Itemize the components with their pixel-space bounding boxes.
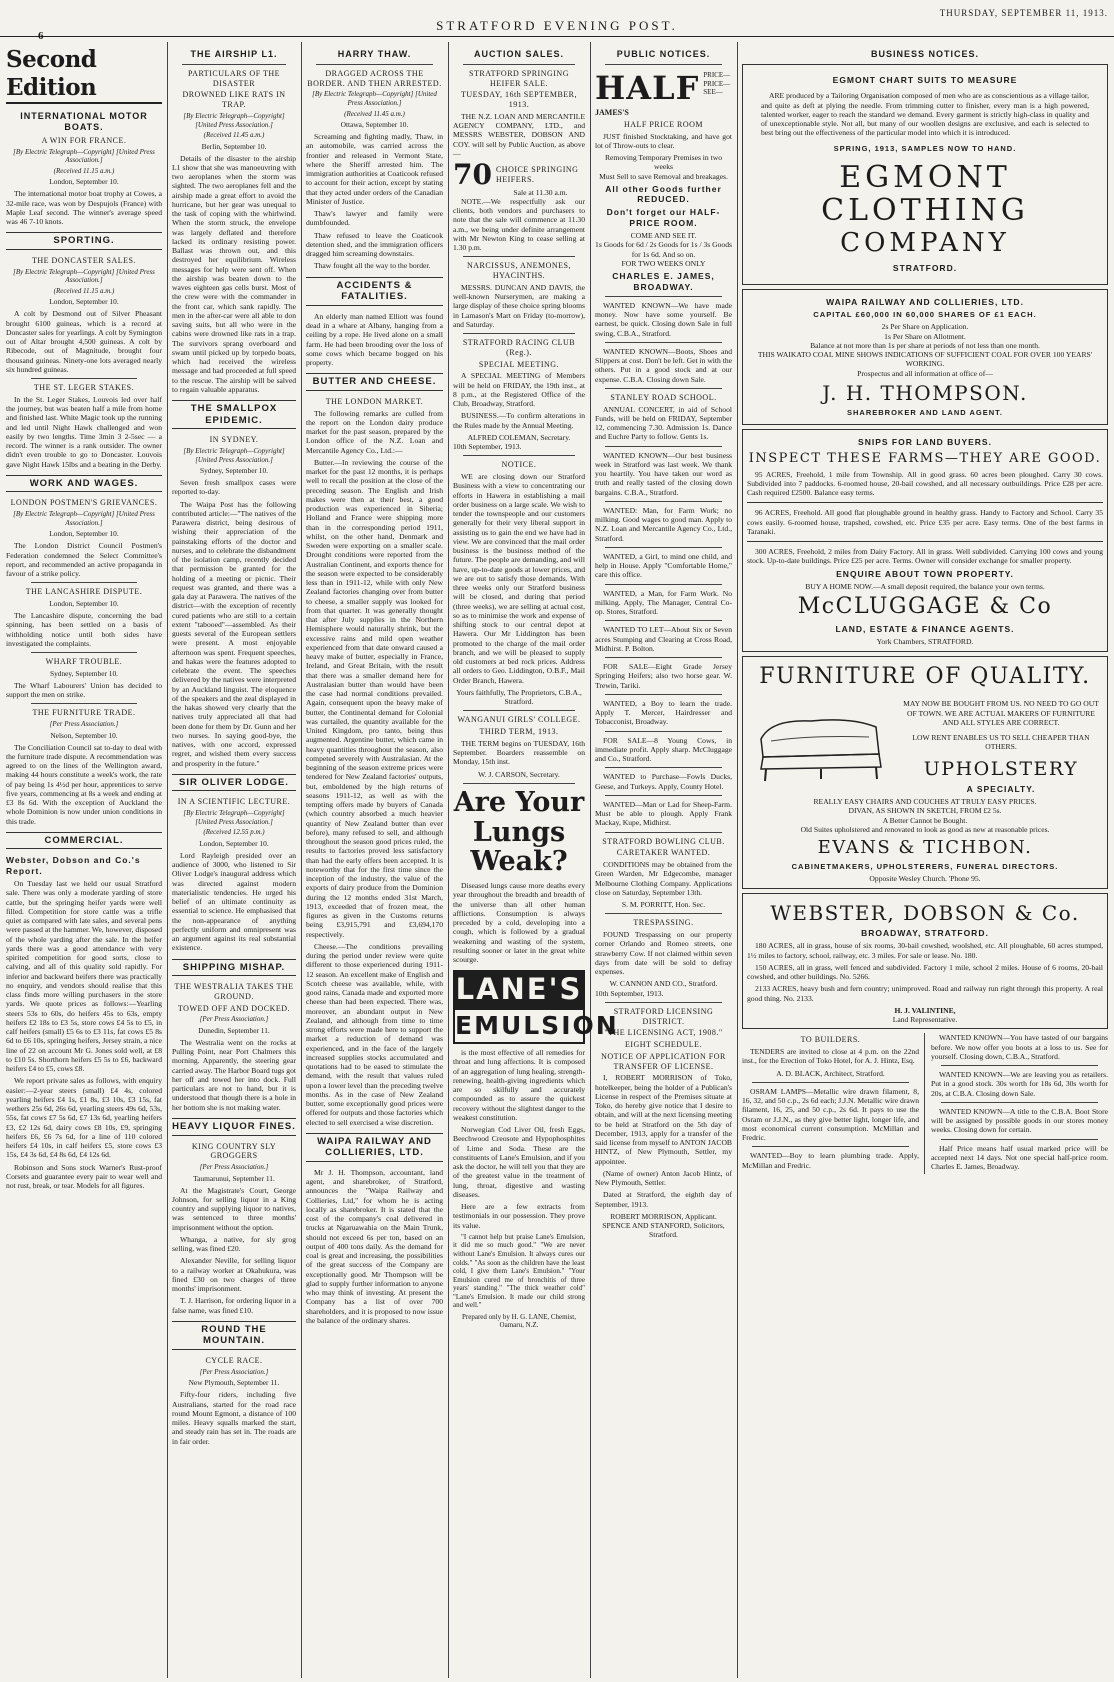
section-heading-work: WORK AND WAGES. [6, 475, 162, 493]
article-body: Details of the disaster to the airship L1 show that she was manoeuvring with two aeroplanes when the storm was sighted. The two aeroplanes fell and the airship made a great effort to avoid the hurricane, but her gear was unequal to the task of coping with the whirlwind. When the storm struck, the envelope was largely deflated and therefore lacked its ordinary resisting power. Ballast was thrown out, and this destroyed her equilibrium. Wireless messages for help were sent off. When the airship was beaten down to the waves eighteen gas cells burst. Most of the crew were with the commander in the front car, which sank rapidly. The men in the after-car were all able to don saving suits, but all who were in the cabins were drowned like rats in a trap. The survivors sprang overboard and swam until picked up by torpedo boats, which had received the wireless message and had proceeded at full speed to the rescue. The airship will be salved to regain valuable apparatus. [172, 153, 296, 394]
article-body: The London District Council Postmen's Federation condemned the Select Committee's report, and recommended an active propaganda in favour of a strike policy. [6, 541, 162, 579]
waipa-line: 2s Per Share on Application. [881, 322, 969, 332]
egmont-city: STRATFORD. [892, 263, 958, 274]
ad-line-bold: Don't forget our HALF-PRICE ROOM. [606, 207, 721, 228]
received-time: (Received 12.55 p.m.) [203, 828, 265, 837]
ad-title: TRESPASSING. [633, 918, 694, 928]
article-subheading: PARTICULARS OF THE DISASTER [187, 68, 281, 88]
column-6 [742, 42, 1108, 1678]
ad-line: FOR TWO WEEKS ONLY [621, 258, 706, 268]
farm-listing: 2133 ACRES, heavy bush and fern country; unimproved. Road and railway run right through this property. A real good thing. No. 2133. [747, 984, 1103, 1003]
evans-address: Opposite Wesley Church. 'Phone 95. [869, 874, 981, 884]
furniture-text: MAY NOW BE BOUGHT FROM US. NO NEED TO GO OUT OF TOWN. WE ARE ACTUAL MAKERS OF FURNITURE AND ALL STYLES ARE CORRECT. [903, 699, 1099, 727]
egmont-spring: SPRING, 1913, SAMPLES NOW TO HAND. [833, 143, 1017, 153]
divider [605, 296, 722, 297]
article-heading: THE SMALLPOX EPIDEMIC. [172, 400, 296, 429]
divider [463, 256, 575, 257]
section-heading-auction: AUCTION SALES. [473, 49, 564, 59]
ad-line-bold: All other Goods further REDUCED. [605, 183, 722, 205]
divider [605, 913, 722, 914]
divider [605, 731, 722, 732]
article-body: Cheese.—The conditions prevailing during the period under review were quite different to those experienced during 1911-12 season. An excellent make of English and Scotch cheese was available, while, with good rains, Canada made and exported more cheese than had been expected. There was, moreover, an abundant output in New Zealand, and although from time to time strong efforts were made here to support the market a reduction of demand was experienced, and in the face of the largely increased supplies stocks accumulated and quotations had to be eased to stimulate the demand, with the result that values ruled upon a lower level than the preceding twelve months. As in the case of New Zealand butter, some exceptionally good prices were offered for outputs and those factories which elected to sell exercised a wise discretion. [306, 941, 443, 1127]
ad-body: Dated at Stratford, the eighth day of September, 1913. [595, 1190, 732, 1209]
webster-dobson-advert [742, 893, 1108, 1030]
ad-subtitle: EIGHT SCHEDULE. [624, 1040, 703, 1050]
ad-signature: W. CANNON AND CO., Stratford. [609, 979, 718, 989]
furniture-headline: FURNITURE OF QUALITY. [759, 663, 1091, 689]
wire-credit: [Per Press Association.] [199, 1015, 269, 1024]
classified-ad: WANTED, a Man, for Farm Work. No milking. Apply, The Manager, Central Co-op. Stores, Stratford. [595, 588, 732, 617]
dateline: Taumarunui, September 11. [193, 1173, 275, 1183]
article-body: The Wharf Labourers' Union has decided to support the men on strike. [6, 680, 162, 700]
divider [31, 652, 137, 653]
dateline: Nelson, September 10. [50, 730, 118, 740]
article-body: Lord Rayleigh presided over an audience of 3000, who listened to Sir Oliver Lodge's inaugural address which was directed against modern materialistic tendencies. He urged his belief of an ultimate continuity as essential to science. He emphasised that the non-appearance of anything perfectly uniform and omnipresent was an argument against its real substantial existence. [172, 850, 296, 953]
egmont-logo-line2: COMPANY [840, 227, 1010, 258]
dateline: Sydney, September 10. [199, 466, 269, 476]
article-heading: SIR OLIVER LODGE. [172, 774, 296, 792]
divider [747, 541, 1103, 542]
ad-body: FOUND Trespassing on our property corner Orlando and Romeo streets, one strawberry Cow. If not claimed within seven days from date will be sold to defray expenses. [595, 930, 732, 977]
article-subheading: THE ST. LEGER STAKES. [33, 383, 135, 393]
thompson-name: J. H. THOMPSON. [822, 380, 1028, 405]
dateline: London, September 10. [49, 529, 119, 539]
classified-ad: WANTED to Purchase—Fowls Ducks, Geese, and Turkeys. Apply, County Hotel. [595, 772, 732, 791]
received-time: (Received 11.45 a.m.) [344, 109, 405, 118]
farm-listing: 300 ACRES, Freehold, 2 miles from Dairy Factory. All in grass. Well subdivided. Carrying 100 cows and young stock. Up-to-date buildings. Price £25 per acre. Terms. Owner will consider exchange for smaller property. [747, 547, 1103, 566]
waipa-line: THIS WAIKATO COAL MINE SHOWS INDICATIONS OF SUFFICIENT COAL FOR OVER 100 YEARS' WORKING. [757, 350, 1093, 369]
half-price-advert [595, 69, 732, 118]
newspaper-title: STRATFORD EVENING POST. [436, 18, 678, 33]
wire-credit: [By Electric Telegraph—Copyright] [United Press Association.] [183, 447, 285, 464]
ad-body: ANNUAL CONCERT, in aid of School Funds, will be held on FRIDAY, September 12, commencing 7.30. Admission 1s. Dance and Euchre Party to follow. Gents 1s. [595, 404, 732, 442]
wire-credit: [By Electric Telegraph—Copyright] [United Press Association.] [13, 510, 155, 527]
ad-body: Here are a few extracts from testimonials in our possession. They prove its value. [453, 1202, 585, 1230]
divider [463, 455, 575, 456]
divider [316, 64, 433, 65]
page-number: 6 [38, 30, 44, 42]
divider [605, 620, 722, 621]
classified-ad: WANTED—Man or Lad for Sheep-Farm. Must be able to plough. Apply Frank Mackay, Kupe, Midhirst. [595, 799, 732, 828]
classified-ad: WANTED—Boy to learn plumbing trade. Apply, McMillan and Fredric. [742, 1151, 919, 1170]
wire-credit: [Per Press Association.] [199, 1367, 269, 1376]
article-body: Alexander Neville, for selling liquor to a railway worker at Okahukura, was fined £30 on two charges of three months' imprisonment. [172, 1256, 296, 1294]
uph-line: A Better Cannot be Bought. [882, 815, 968, 825]
dateline: Dunedin, September 11. [198, 1025, 270, 1035]
furniture-body [747, 693, 1103, 794]
dateline: London, September 10. [199, 838, 269, 848]
divider [182, 64, 286, 65]
ad-line: COME AND SEE IT. [630, 231, 697, 241]
ad-signature: A. D. BLACK, Architect, Stratford. [776, 1068, 885, 1078]
article-body: The Lancashire dispute, concerning the bad spinning, has been settled on a basis of withholding notice until both sides have investigated the complaints. [6, 611, 162, 648]
article-subheading: A WIN FOR FRANCE. [41, 136, 127, 146]
article-body: The Conciliation Council sat to-day to deal with the furniture trade dispute. A recommendation was agreed to on the lines of the Wellington award, making 44 hours constitute a week's work, the rate of pay being 1s 4½d per hour, apprentices to serve five years, commencing at 8s a week and ending at £3 8s 6d. With the exception of Auckland the whole Dominion is now under union conditions in this trade. [6, 742, 162, 826]
divider [463, 333, 575, 334]
classified-ad: WANTED, a Boy to learn the trade. Apply T. Mercer, Hairdresser and Tobacconist, Broadway. [595, 698, 732, 727]
second-edition-heading: Second Edition [6, 46, 162, 104]
ad-line: Removing Temporary Premises in two weeks [604, 153, 723, 172]
column-rule [167, 42, 168, 1678]
ad-signature: S. M. PORRITT, Hon. Sec. [621, 900, 706, 910]
dateline: London, September 10. [49, 599, 119, 609]
upholstery-specialty: A SPECIALTY. [966, 783, 1036, 794]
mccluggage-address: York Chambers, STRATFORD. [876, 637, 974, 647]
divider [941, 1065, 1098, 1066]
waipa-line: 1s Per Share on Allotment. [884, 331, 966, 341]
james-name: JAMES'S [595, 108, 629, 117]
article-heading: ROUND THE MOUNTAIN. [172, 1321, 296, 1350]
issue-date: THURSDAY, SEPTEMBER 11, 1913. [939, 8, 1108, 18]
article-subheading: IN A SCIENTIFIC LECTURE. [177, 797, 291, 807]
wire-credit: [By Electric Telegraph—Copyright] [United Press Association.] [183, 111, 285, 129]
bottom-classifieds [742, 1033, 1108, 1174]
article-body: Butter.—In reviewing the course of the market for the past 12 months, it is perhaps well to recall the position at the close of the preceding season. The English and Irish makes were then at their best, a good production was experienced in Siberia; Holland and France were shipping more than in the corresponding period 1911, whilst, on the other hand, Denmark and Sweden were exporting on a smaller scale. Drought conditions were reported from the Australian Continent, and exports thence for the season were expected to be considerably less than in 1911-12, while with only New Zealand factories changing over from butter to cheese, a smaller supply was looked for from that quarter. It was generally thought that after July supplies in the Northern Hemisphere would naturally shrink, but the excessive rains and mild open weather experienced from that date onward caused a heavy make of butter, especially in France, Ireland, and Great Britain, with the result that there was a smaller demand here for Australasian butter than would have been the case had normal conditions prevailed. Again, consequent upon the heavy make of butter, the Continental demand for Colonial was curtailed, the quantity available for the United Kingdom, pro tanto, being thus augmented. Argentine butter, which came in heavy quantities throughout the season, also competed severely with Australasian. At the beginning of the season extreme prices were tendered for New Zealand factories' outputs, but, emboldened by the high returns of seasons 1911-12, as well as with the tempting offers made by buyers of Canada (which country absorbed a much heavier quantity of New Zealand butter than ever before), many refused to sell, and although throughout the season good prices ruled, the results to factories proved less satisfactory than had the early offers been accepted. It is noteworthy that for the first time since the inception of the industry, the value of the exports of dairy produce from the Dominion during the 12 months ended 31st March, 1913, exceeded that of frozen meat, the figures as given in the Customs returns being £3,915,791 and £3,694,170 respectively. [306, 457, 443, 939]
enquire-heading: ENQUIRE ABOUT TOWN PROPERTY. [836, 568, 1014, 579]
divider [605, 795, 722, 796]
masthead [0, 0, 1114, 42]
egmont-advert [742, 64, 1108, 285]
ad-body: MESSRS. DUNCAN AND DAVIS, the well-known Nurserymen, are making a large display of these choice spring blooms in Lamason's Mart on Friday (to-morrow), and Saturday. [453, 282, 585, 329]
snips-heading: SNIPS FOR LAND BUYERS. [858, 437, 992, 448]
article-body: Mr J. H. Thompson, accountant, land agent, and sharebroker, of Stratford, announces the "Waipa Railway and Collieries, Ltd," for whom he is acting locally as sharebroker. It is stated that the cost of the company's coal delivered in trucks at Ngaruawahia on the Main Trunk, should not exceed 6s per ton, based on an output of 400 tons daily. As the demand for coal is great and increasing, the possibilities of the great success of the Company are exceptionally good. Mr Thompson will be glad to supply further information to anyone who may think of investing. At present the Company has a list of over 700 shareholders, and it is proposed to now issue the balance of the ordinary shares. [306, 1167, 443, 1325]
classified-column-left [742, 1033, 925, 1174]
uph-line: Old Suites upholstered and renovated to look as good as new at reasonable prices. [800, 824, 1050, 834]
lanes-logo: LANE'S [453, 970, 585, 1007]
ad-signature: CHARLES E. JAMES, BROADWAY. [612, 271, 715, 292]
article-body: Whanga, a native, for sly grog selling, was fined £20. [172, 1234, 296, 1254]
article-heading: THE AIRSHIP L1. [190, 49, 278, 59]
article-heading: ACCIDENTS & FATALITIES. [306, 277, 443, 306]
article-body: T. J. Harrison, for ordering liquor in a false name, was fined £10. [172, 1296, 296, 1315]
article-subheading: KING COUNTRY SLY GROGGERS [191, 1141, 277, 1161]
article-body: We report private sales as follows, with enquiry easier:—2-year steers (small) £4 4s, colored yearling heifers £4 1s, £1 8s, £3 10s, £3 15s, fat wethers 25s 6d, 26s 6d, yearling steers 49s 6d, 53s, 55s, fat cows £7 5s 6d, £7 13s 6d, yearling heifers £3, £2 12s 6d, dairy cows £8 10s, £9, springing heifers £6, £6 7s 6d, for a line of 110 colored heifers £4 10s, in calf heifers £5, store cows £3 15s, £4 3s 6d, £4 8s 6d, £4 12s 6d. [6, 1076, 162, 1160]
lot-description: CHOICE SPRINGING HEIFERS. [495, 165, 579, 184]
classified-column-right [931, 1033, 1108, 1174]
dateline: Berlin, September 10. [201, 141, 267, 151]
wire-credit: [By Electric Telegraph—Copyright] [United Press Association.] [183, 809, 285, 826]
article-subheading: LONDON POSTMEN'S GRIEVANCES. [10, 498, 158, 508]
classified-ad: WANTED TO LET—About Six or Seven acres Stumping and Clearing at Cross Road, Midhirst. P. Bolton. [595, 625, 732, 653]
divider [747, 502, 1103, 503]
ad-body: (Name of owner) Anton Jacob Hintz, of New Plymouth, Settler. [595, 1168, 732, 1188]
article-subheading: CYCLE RACE. [205, 1355, 263, 1365]
emulsion-logo: EMULSION [453, 1008, 585, 1045]
received-time: (Received 11.45 a.m.) [203, 131, 265, 140]
ad-body: TENDERS are invited to close at 4 p.m. on the 22nd inst., for the Erection of Toko Hotel, for A. J. Hintz, Esq. [742, 1047, 919, 1066]
article-heading: WAIPA RAILWAY AND COLLIERIES, LTD. [306, 1133, 443, 1162]
column-3 [306, 42, 443, 1678]
classified-ad: FOR SALE—Eight Grade Jersey Springing Heifers; also two horse gear. W. Trewin, Tariki. [595, 662, 732, 690]
ad-subtitle: NOTICE OF APPLICATION FOR TRANSFER OF LICENSE. [601, 1051, 726, 1071]
ad-title: STRATFORD LICENSING DISTRICT. [613, 1006, 714, 1026]
divider [31, 378, 137, 379]
divider [605, 1002, 722, 1003]
article-body: Thaw fought all the way to the border. [314, 261, 431, 271]
divider [752, 1082, 909, 1083]
article-subheading: THE FURNITURE TRADE. [32, 708, 136, 718]
mccluggage-logo: McCLUGGAGE & Co [797, 594, 1053, 620]
article-heading: BUTTER AND CHEESE. [306, 373, 443, 391]
article-body: Fifty-four riders, including five Australians, started for the road race round Mount Egmont, a distance of 100 miles. Heavy squalls marked the start, and steady rain has set in. The roads are in fair order. [172, 1390, 296, 1446]
article-body: Seven fresh smallpox cases were reported to-day. [172, 478, 296, 497]
divider [941, 1139, 1098, 1140]
ad-title: NARCISSUS, ANEMONES, HYACINTHS. [466, 261, 572, 281]
inspect-heading: INSPECT THESE FARMS—THEY ARE GOOD. [748, 450, 1102, 466]
section-heading-sporting: SPORTING. [6, 232, 162, 250]
section-heading-business: BUSINESS NOTICES. [870, 49, 979, 59]
ad-subtitle: THIRD TERM, 1913. [479, 727, 559, 737]
column-2 [172, 42, 296, 1678]
evans-sub: CABINETMAKERS, UPHOLSTERERS, FUNERAL DIRECTORS. [791, 862, 1059, 872]
article-subheading: THE LANCASHIRE DISPUTE. [25, 587, 143, 597]
classified-ad: WANTED KNOWN—We are leaving you as retailers. Put in a good stock. 30s worth for 18s 6d, 30s worth for 20s, at C.B.A. Closing down Sale. [931, 1070, 1108, 1098]
sale-time: Sale at 11.30 a.m. [513, 187, 568, 197]
waipa-capital: CAPITAL £60,000 IN 60,000 SHARES OF £1 EACH. [813, 310, 1037, 320]
article-subheading: IN SYDNEY. [209, 435, 259, 445]
article-heading: SHIPPING MISHAP. [172, 959, 296, 977]
classified-ad: WANTED KNOWN—A title to the C.B.A. Boot Store will be assigned by possible goods in our stores money weeks. Closing down for certain. [931, 1106, 1108, 1135]
ad-line: Must Sell to save Removal and breakages. [599, 171, 728, 181]
article-body: Screaming and fighting madly, Thaw, in an automobile, was carried across the frontier and released in Vermont State, where the Sheriff arrested him. The immigration authorities at Coaticook refused to account for their action, except by stating that they acted under orders of the Canadian Minister of Justice. [306, 132, 443, 206]
divider [605, 832, 722, 833]
ad-title: NOTICE. [501, 460, 537, 470]
evans-logo: EVANS & TICHBON. [817, 837, 1033, 859]
divider [605, 64, 722, 65]
ad-body: CONDITIONS may be obtained from the Green Warden, Mr Edgecombe, manager Melbourne Clothing Company. Applications close on Saturday, September 13th. [595, 860, 732, 897]
divider [605, 547, 722, 548]
ad-title: WANGANUI GIRLS' COLLEGE. [457, 715, 581, 725]
divider [605, 446, 722, 447]
thompson-sub: SHAREBROKER AND LAND AGENT. [846, 408, 1004, 418]
half-price-tagline: PRICE—PRICE—SEE— [703, 70, 731, 97]
evans-tichbon-advert [742, 656, 1108, 889]
column-rule [737, 42, 738, 1678]
article-body: The Waipa Post has the following contributed article:—"The natives of the Parawera district, being desirous of wishing their appreciation of the painstaking efforts of the doctor and nurses, and to celebrate the disbandment of the isolation camp, recently decided that permission be granted for the holding of a meeting or picnic. Their request was granted, and there was a gala day at Parawera. The natives of the district—with the exception of recently cured patients who are still to a certain extent "tabooed"—assembled. As their guests several of the European settlers were present. A most enjoyable afternoon was spent. Frequent speeches, and hakas were the features adopted to celebrate the event. The speeches delivered by the natives were interpreted by an Auckland linguist. The eloquence of the speakers and the zeal displayed in the hakas showed very clearly that the natives truly appreciated all that had been done for them by Dr. Gunn and her two nurses. In saying good-bye, the natives, with one accord, expressed regret, and wished them every success and prosperity in the future." [172, 499, 296, 768]
ad-line: 1s Goods for 6d / 2s Goods for 1s / 3s Goods for 1s 6d. And so on. [595, 240, 732, 259]
half-headline: HALF [595, 68, 700, 107]
ad-signature: ALFRED COLEMAN, Secretary. [467, 432, 571, 442]
wire-credit: [By Electric Telegraph—Copyright] [United Press Association.] [13, 147, 155, 165]
lungs-advert-headline: Are Your Lungs Weak? [453, 786, 585, 878]
classified-ad: WANTED: Man, for Farm Work; no milking. Good wages to good man. Apply to N.Z. Loan and Mercantile Agency Co., Ltd., Stratford. [595, 505, 732, 543]
divan-illustration [751, 699, 891, 789]
ad-signature: SPENCE AND STANFORD, Solicitors, Stratford. [602, 1221, 725, 1240]
ad-title: STRATFORD SPRINGING HEIFER SALE. [469, 68, 569, 88]
uph-line: REALLY EASY CHAIRS AND COUCHES AT TRULY EASY PRICES. [813, 797, 1037, 807]
article-body: The Westralia went on the rocks at Pulling Point, near Port Chalmers this morning. Apparently, the steering gear carried away. The Harbor Board tugs got her off and towed her into dock. Full particulars are not to hand, but it is understood that though there is a hole in her bottom she is not making water. [172, 1037, 296, 1112]
egmont-logo-line1: EGMONT CLOTHING [821, 159, 1029, 228]
mccluggage-advert [742, 429, 1108, 651]
dateline: Sydney, September 10. [49, 668, 119, 678]
valintine-name: H. J. VALINTINE, [894, 1005, 956, 1015]
classified-ad: OSRAM LAMPS—Metallic wire drawn filament, 8, 16, 32, and 50 c.p., 2s 6d each; J.J.N. Metallic wire drawn filament, 16, 25, and 50 c.p., 2s 6d. It pays to use the Osram or J.J.N., as they give better light, longer life, and most economical current consumption. McMillan and Fredric. [742, 1086, 919, 1143]
article-subheading: DROWNED LIKE RATS IN TRAP. [182, 90, 286, 110]
mccluggage-sub: LAND, ESTATE & FINANCE AGENTS. [835, 623, 1015, 634]
ad-body: is the most effective of all remedies for throat and lung affections. It is composed of an aggregation of lung healing, strength-renewing, health-giving ingredients which are so skilfully and accurately compounded as to assure the quickest recovery without the slightest danger to the weakest constitution. [453, 1048, 585, 1122]
dateline: New Plymouth, September 11. [188, 1378, 280, 1388]
article-subheading: THE WESTRALIA TAKES THE GROUND. [174, 982, 294, 1001]
wire-credit: [By Electric Telegraph—Copyright] [United Press Association.] [13, 267, 155, 285]
ad-subtitle: CARETAKER WANTED. [616, 848, 711, 858]
ad-title: TO BUILDERS. [800, 1035, 861, 1045]
ad-body: THE TERM begins on TUESDAY, 16th September. Boarders reassemble on Monday, 15th inst. [453, 738, 585, 767]
lot-count: 70 [453, 158, 492, 192]
received-time: (Received 11.15 a.m.) [53, 166, 115, 175]
divider [605, 501, 722, 502]
article-body: On Tuesday last we held our usual Stratford sale. There was only a moderate yarding of store cattle, but the springing heifer yards were well filled. Competition for store cattle was a trifle quiet as compared with late sales, and several pens were passed at the hammer. We, however, disposed of the whole yarding after the sale. In the heifer yards there was a good attendance with very spirited competition for good sorts, close to calving, and all of this quality sold rapidly. For inferior and backward heifers there was practically no enquiry, and vendors should realise that this class finds more willing purchasers in the store yards. We quote prices as follows:—Yearling steers 53s to 60s, do heifers 45s to 63s, empty heifers £2 18s to £3 5s, store cows £4 5s to £5, in calf heifers (small) £5 6s to £3 11s, fat cows £5 8s 6d to £6 10s, springing heifers, Jersey strain, a nice line of 22 on account Mr G. Jones sold well, at £8 to £10 5s. Shorthorn heifers £5 5s to £6, backward heifers £4 to £5, cows £8. [6, 879, 162, 1074]
ad-body: Diseased lungs cause more deaths every year throughout the breadth and breadth of the universe than all other human afflictions. Consumption is always preceded by a cold, developing into a cough, which is followed by a gradual weakening and wasting of the system, resulting sooner or later in the great white scourge. [453, 881, 585, 965]
ad-body: JUST finished Stocktaking, and have got lot of Throw-outs to clear. [595, 131, 732, 150]
article-body: Thaw's lawyer and family were dumbfounded. [306, 209, 443, 228]
farm-listing: 180 ACRES, all in grass, house of six rooms, 30-bail cowshed, woolshed, etc. All ploughable, 60 acres stumped, 1½ miles to factory, school, railway, etc. 3 miles. For sale or lease. No. 180. [747, 941, 1103, 960]
ad-body: Norwegian Cod Liver Oil, fresh Eggs, Beechwood Creosote and Hypophosphites of Lime and Soda. These are the constituents of Lane's Emulsion, and if you ask the doctor, he will tell you that they are of the greatest value in the treatment of lung, throat, digestive and wasting diseases. [453, 1125, 585, 1199]
divider [605, 694, 722, 695]
divider [463, 783, 575, 784]
waipa-line: Prospectus and all information at office of— [857, 368, 993, 378]
ad-date: 10th September, 1913. [595, 988, 664, 998]
egmont-chart-heading: EGMONT CHART SUITS TO MEASURE [832, 74, 1018, 85]
classified-ad: WANTED KNOWN—You have tasted of our bargains before. We now offer you boots at a loss to us. See for yourself. Closing down, C.B.A., Stratford. [931, 1033, 1108, 1061]
dateline: London, September 10. [49, 177, 119, 187]
half-price-room: HALF PRICE ROOM [623, 119, 704, 129]
webster-logo: WEBSTER, DOBSON & Co. [770, 900, 1080, 925]
classified-ad: WANTED KNOWN—Our best business week in Stratford was last week. We thank you heartily. You have taken our word as truth and really tasted of the closing down bargains. C.B.A., Stratford. [595, 450, 732, 497]
divider [941, 1102, 1098, 1103]
divider [31, 582, 137, 583]
webster-location: BROADWAY, STRATFORD. [861, 927, 989, 938]
waipa-title: WAIPA RAILWAY AND COLLIERIES, LTD. [826, 296, 1024, 307]
ad-signature: ROBERT MORRISON, Applicant. [610, 1211, 717, 1221]
ad-subtitle: SPECIAL MEETING. [478, 359, 560, 369]
wire-credit: [By Electric Telegraph—Copyright] [United Press Association.] [312, 90, 437, 107]
ad-body: THE N.Z. LOAN AND MERCANTILE AGENCY COMPANY, LTD., and MESSRS WEBSTER, DOBSON AND COY. will sell by Public Auction, as above— [453, 111, 585, 158]
article-body: Thaw refused to leave the Coaticook detention shed, and the immigration officers dragged him screaming downstairs. [306, 230, 443, 259]
section-heading-commercial: COMMERCIAL. [6, 832, 162, 850]
wire-credit: [Per Press Association.] [49, 720, 119, 729]
valintine-title: Land Representative. [892, 1015, 958, 1025]
article-subheading: THE DONCASTER SALES. [31, 255, 136, 265]
dateline: Ottawa, September 10. [340, 120, 409, 130]
article-subheading: WHARF TROUBLE. [45, 657, 123, 667]
article-body: An elderly man named Elliott was found dead in a whare at Albany, hanging from a ceiling by a rope. He lived alone on a small farm. He had been brooding over the loss of some cows which became bogged on his property. [306, 311, 443, 367]
article-heading: HEAVY LIQUOR FINES. [172, 1118, 296, 1136]
ad-title: STRATFORD BOWLING CLUB. [602, 836, 725, 846]
article-heading: INTERNATIONAL MOTOR BOATS. [20, 111, 148, 133]
classified-ad: WANTED KNOWN—We have made money. Now have some yourself. Be earnest, be quick. Closing down Sale in full swing, C.B.A., Stratford. [595, 300, 732, 338]
divider [463, 64, 575, 65]
received-time: (Received 11.15 a.m.) [53, 286, 115, 295]
waipa-line: Balance at not more than 1s per share at periods of not less than one month. [810, 340, 1040, 350]
classified-ad: Half Price means half usual marked price will be accepted next 14 days. Not one special half-price room. Charles E. James, Broadway. [931, 1143, 1108, 1172]
article-heading: HARRY THAW. [337, 49, 412, 59]
divider [605, 388, 722, 389]
classified-ad: FOR SALE—8 Young Cows, in immediate profit. Apply sharp. McCluggage and Co., Stratford. [595, 735, 732, 764]
article-body: The international motor boat trophy at Cowes, a 32-mile race, was won by Despujols (France) with Maple Leaf second. The winner's average speed was 46 7-10 knots. [6, 189, 162, 227]
article-body: Robinson and Sons stock Warner's Rust-proof Corsets and guarantee every pair to wear well and not rust, break, or tear. Models for all figures. [6, 1162, 162, 1191]
ad-body: BUSINESS.—To confirm alterations in the Rules made by the Annual Meeting. [453, 411, 585, 430]
divider [752, 1146, 909, 1147]
ad-footer: Prepared only by H. G. LANE, Chemist, Oamaru, N.Z. [462, 1312, 576, 1330]
divider [605, 767, 722, 768]
divider [463, 710, 575, 711]
article-body: A colt by Desmond out of Silver Pheasant brought 6100 guineas, which is a record at Doncaster sales for yearlings. A colt by Symington out of Altar brought 4,500 guineas. A colt by Ribecode, out of Magnitude, brought four thousand guineas. Ninety-one lots averaged nearly six hundred guineas. [6, 309, 162, 374]
classified-ad: WANTED, a Girl, to mind one child, and help in House. Apply "Comfortable Home," care this office. [595, 551, 732, 580]
article-subheading: THE LONDON MARKET. [325, 396, 424, 406]
farm-listing: 96 ACRES, Freehold. All good flat ploughable ground in healthy grass. Handy to Factory and School. Carry 35 cows easily. 6-roomed house, trapshed, cowshed, etc. Price £35 per acre. Easy terms. One of the best farms in Taranaki. [747, 508, 1103, 536]
uph-line: DIVAN, AS SHOWN IN SKETCH, FROM £2 5s. [848, 806, 1002, 816]
farm-listing: 150 ACRES, all in grass, well fenced and subdivided. Factory 1 mile, school 2 miles. House of 6 rooms, 20-bail cowshed, and other buildings. No. 5266. [747, 962, 1103, 982]
ad-body: I, ROBERT MORRISON of Toko, hotelkeeper, being the holder of a Publican's License in respect of the Premises situate at Toko, do hereby give notice that I desire to obtain, and will at the next licensing meeting to be held at Stratford on the 5th day of December, 1913, apply for a transfer of the said license from myself to ANTON JACOB HINTZ, of New Plymouth, Settler, my appointee. [595, 1073, 732, 1166]
section-heading-public: PUBLIC NOTICES. [616, 49, 711, 59]
article-body: In the St. Leger Stakes, Louvois led over half the journey, but was beaten half a mile from home and finished last. White Magic took up the running and led until Night Hawk challenged and won easily by two lengths. Time 3min 3 2-5sec — a record. The winner is a rank outsider. The owner didn't even trouble to go to Doncaster. Louvois gave Night Hawk 15lbs and a beating in the Derby. [6, 394, 162, 469]
column-rule [301, 42, 302, 1678]
divider [605, 584, 722, 585]
column-rule [590, 42, 591, 1678]
ad-title: STRATFORD RACING CLUB (Reg.). [462, 338, 576, 357]
article-subheading: TOWED OFF AND DOCKED. [177, 1003, 291, 1013]
column-1 [6, 42, 162, 1678]
ad-testimonials: "I cannot help but praise Lane's Emulsion, it did me so much good." "We are never without Lane's Emulsion. It always cures our colds." "As soon as the children have the least cold, I give them Lane's Emulsion." "Your Emulsion cured me of bronchitis of three years' standing." "The thick weather cold" "Lane's Emulsion. It made our child strong and well." [453, 1232, 585, 1310]
ad-subtitle: "THE LICENSING ACT, 1908." [604, 1028, 723, 1038]
divider [605, 657, 722, 658]
divider [605, 342, 722, 343]
ad-signature: Yours faithfully, The Proprietors, C.B.A., Stratford. [456, 687, 582, 707]
article-subheading: DRAGGED ACROSS THE BORDER. AND THEN ARRESTED. [307, 68, 442, 88]
farm-listing: 95 ACRES, Freehold, 1 mile from Township. All in good grass. 60 acres been ploughed. Carry 30 cows. Subdivided into 7 paddocks. 6-roomed house, 20-bail cowshed, and all necessary outbuildings. Price £28 per acre. Cash required £2500. Balance easy terms. [747, 469, 1103, 498]
wire-credit: [Per Press Association.] [199, 1163, 269, 1172]
column-rule [448, 42, 449, 1678]
ad-body: ARE produced by a Tailoring Organisation composed of men who are as conscientious as a village tailor, and quite as deft at plying the needle. From trimming cutter to finisher, every man is a high powered, talented worker, eager to reach the standard we demand. Every garment is strictly high-class in quality and of unexceptionable style. Not all, but many of our woollen designs are exclusive, and each is selected to best bring out the effectiveness of the particular model into which it is introduced. [761, 91, 1089, 138]
article-body: At the Magistrate's Court, George Johnson, for selling liquor in a King country and supplying liquor to natives, was sentenced to three months' imprisonment without the option. [172, 1185, 296, 1232]
ad-body: A SPECIAL MEETING of Members will be held on FRIDAY, the 19th inst., at 8 p.m., at the Registered Office of the Club, Broadway, Stratford. [453, 371, 585, 409]
ad-title: STANLEY ROAD SCHOOL. [610, 392, 717, 402]
article-subheading: Webster, Dobson and Co.'s Report. [6, 855, 141, 876]
ad-date: 10th September, 1913. [453, 442, 522, 452]
article-body: The following remarks are culled from the report on the London dairy produce market for the past season, prepared by the London office of the N.Z. Loan and Mercantile Agency Co., Ltd.:— [306, 408, 443, 455]
dateline: London, September 10. [49, 297, 119, 307]
ad-date: TUESDAY, 16th SEPTEMBER, 1913. [460, 90, 578, 110]
column-5 [595, 42, 732, 1678]
furniture-low-rent: LOW RENT ENABLES US TO SELL CHEAPER THAN OTHERS. [912, 733, 1090, 752]
classified-ad: WANTED KNOWN—Boots, Shoes and Slippers at cost. Don't be left. Get in with the others. Put in a good stock and at our expense. C.B.A. Closing down Sale. [595, 346, 732, 384]
buy-home-line: BUY A HOME NOW.—A small deposit required, the balance your own terms. [805, 581, 1045, 591]
ad-signature: W. J. CARSON, Secretary. [478, 769, 560, 779]
upholstery-headline: UPHOLSTERY [923, 757, 1079, 780]
ad-note: NOTE.—We respectfully ask our clients, both vendors and purchasers to note that the sale will commence at 11.30 a.m., we being under definite arrangement with Mr Newton King to cease selling at 1.30 p.m. [453, 196, 585, 253]
waipa-advert [742, 289, 1108, 426]
divider [31, 703, 137, 704]
ad-body: WE are closing down our Stratford Business with a view to concentrating our efforts in Hawera in establishing a mail order business on a large scale. We wish to tender the townspeople and our customers generally for their very liberal support in assisting us to gain the end we have had in view. We are convinced that the mail order business is the business method of the future. The people are demanding, and will have, up-to-date goods at lower prices, and we are out to satisfy those demands. With three weeks only our Stratford business will be closed, and during that period (three weeks), we are selling at actual cost, so as to minimise the work and expense of shifting stock to our central depot at Hawera. Our Mr Liddington has been promoted to the charge of the mail order branch, and we will be pleased to supply old customers at bed rock prices. Address all orders to Geo. Liddington, O.B.F., Mail Order Branch, Hawera. [453, 472, 585, 685]
